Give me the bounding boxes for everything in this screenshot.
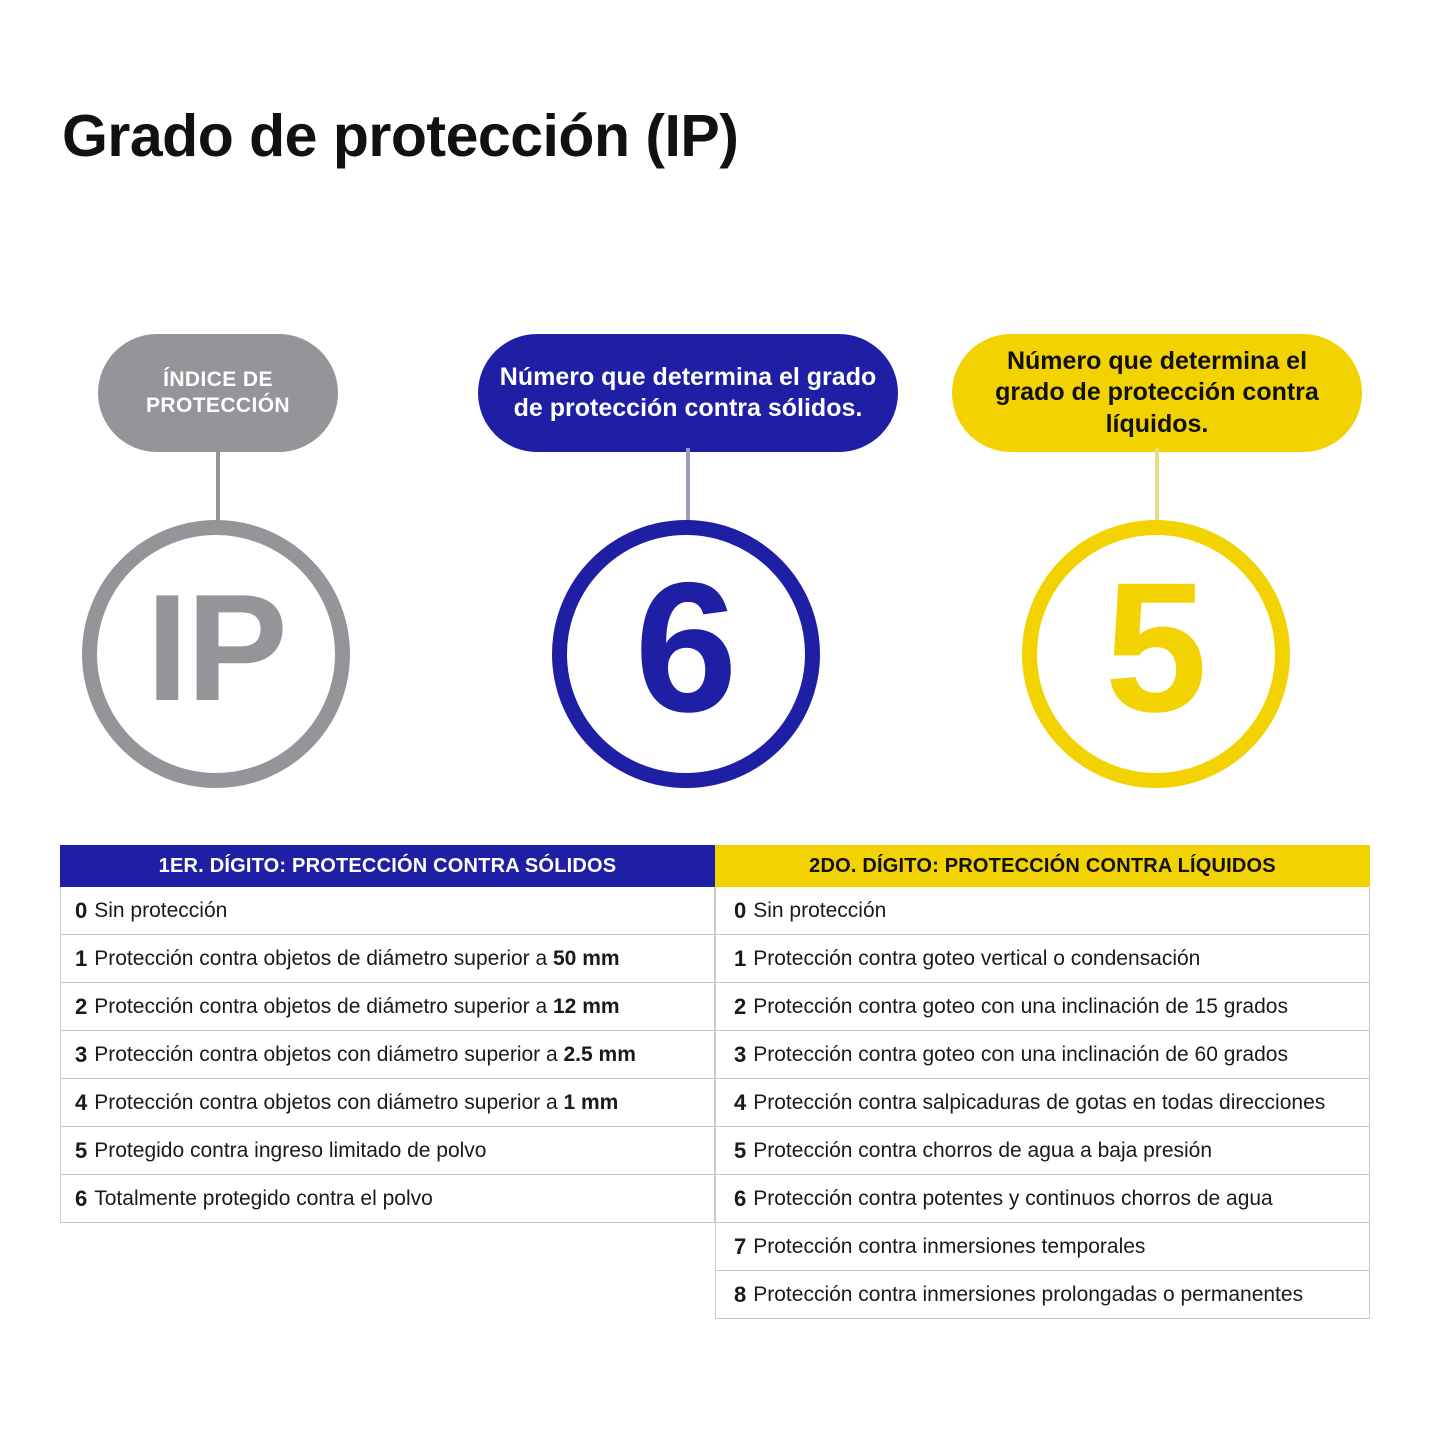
row-description: Protección contra goteo con una inclinación de 60 grados [753,1042,1288,1066]
row-description: Protección contra goteo vertical o condensación [753,946,1201,970]
liquids-table-body [715,887,1370,1319]
row-description: Protección contra objetos de diámetro superior a 50 mm [94,946,620,970]
row-description: Protección contra objetos de diámetro superior a 12 mm [94,994,620,1018]
solids-digit-circle [552,520,820,788]
row-digit: 4 [734,1089,747,1115]
row-digit: 6 [75,1185,88,1211]
ip-symbol-circle [82,520,350,788]
table-row [60,1127,715,1175]
solids-digit-text: 6 [634,545,738,751]
row-digit: 6 [734,1185,747,1211]
row-digit: 5 [75,1137,88,1163]
table-row [715,1223,1370,1271]
row-description: Protección contra inmersiones temporales [753,1234,1146,1258]
table-row [715,887,1370,935]
row-description: Protección contra inmersiones prolongadas o permanentes [753,1282,1304,1306]
row-description: Protección contra potentes y continuos chorros de agua [753,1186,1273,1210]
table-row [60,1175,715,1223]
liquids-pill: Número que determina el grado de protección contra líquidos. [952,334,1362,452]
table-row [60,1079,715,1127]
table-row [715,1175,1370,1223]
row-digit: 2 [734,993,747,1019]
ip-connector-line [216,448,220,528]
table-row [60,1031,715,1079]
liquids-table [715,845,1370,1319]
row-description: Sin protección [94,898,228,922]
row-digit: 1 [734,945,747,971]
table-row [60,983,715,1031]
row-digit: 1 [75,945,88,971]
ip-diagram [0,320,1445,810]
table-row [715,1079,1370,1127]
table-row [60,935,715,983]
row-description: Protegido contra ingreso limitado de polvo [94,1138,487,1162]
solids-table [60,845,715,1319]
table-row [715,983,1370,1031]
row-digit: 2 [75,993,88,1019]
liquids-digit-text: 5 [1104,545,1208,751]
liquids-digit-circle [1022,520,1290,788]
row-digit: 3 [734,1041,747,1067]
table-row [715,1031,1370,1079]
solids-table-body [60,887,715,1223]
solids-connector-line [686,448,690,530]
row-digit: 0 [75,897,88,923]
row-description: Protección contra salpicaduras de gotas en todas direcciones [753,1090,1326,1114]
page-title: Grado de protección (IP) [62,103,739,169]
row-digit: 7 [734,1233,747,1259]
row-digit: 4 [75,1089,88,1115]
table-row [715,935,1370,983]
liquids-table-header: 2DO. DÍGITO: PROTECCIÓN CONTRA LÍQUIDOS [715,845,1370,887]
solids-pill: Número que determina el grado de protección contra sólidos. [478,334,898,452]
row-description: Totalmente protegido contra el polvo [94,1186,433,1210]
row-digit: 0 [734,897,747,923]
row-description: Protección contra objetos con diámetro superior a 1 mm [94,1090,619,1114]
row-description: Protección contra objetos con diámetro superior a 2.5 mm [94,1042,636,1066]
row-description: Protección contra chorros de agua a baja presión [753,1138,1213,1162]
table-row [715,1127,1370,1175]
ip-index-pill: ÍNDICE DE PROTECCIÓN [98,334,338,452]
row-description: Sin protección [753,898,887,922]
liquids-connector-line [1155,448,1159,530]
row-digit: 8 [734,1281,747,1307]
ip-tables [60,845,1370,1319]
row-digit: 5 [734,1137,747,1163]
ip-symbol-text: IP [146,562,286,733]
table-row [715,1271,1370,1319]
row-digit: 3 [75,1041,88,1067]
solids-table-header: 1ER. DÍGITO: PROTECCIÓN CONTRA SÓLIDOS [60,845,715,887]
row-description: Protección contra goteo con una inclinación de 15 grados [753,994,1288,1018]
table-row [60,887,715,935]
